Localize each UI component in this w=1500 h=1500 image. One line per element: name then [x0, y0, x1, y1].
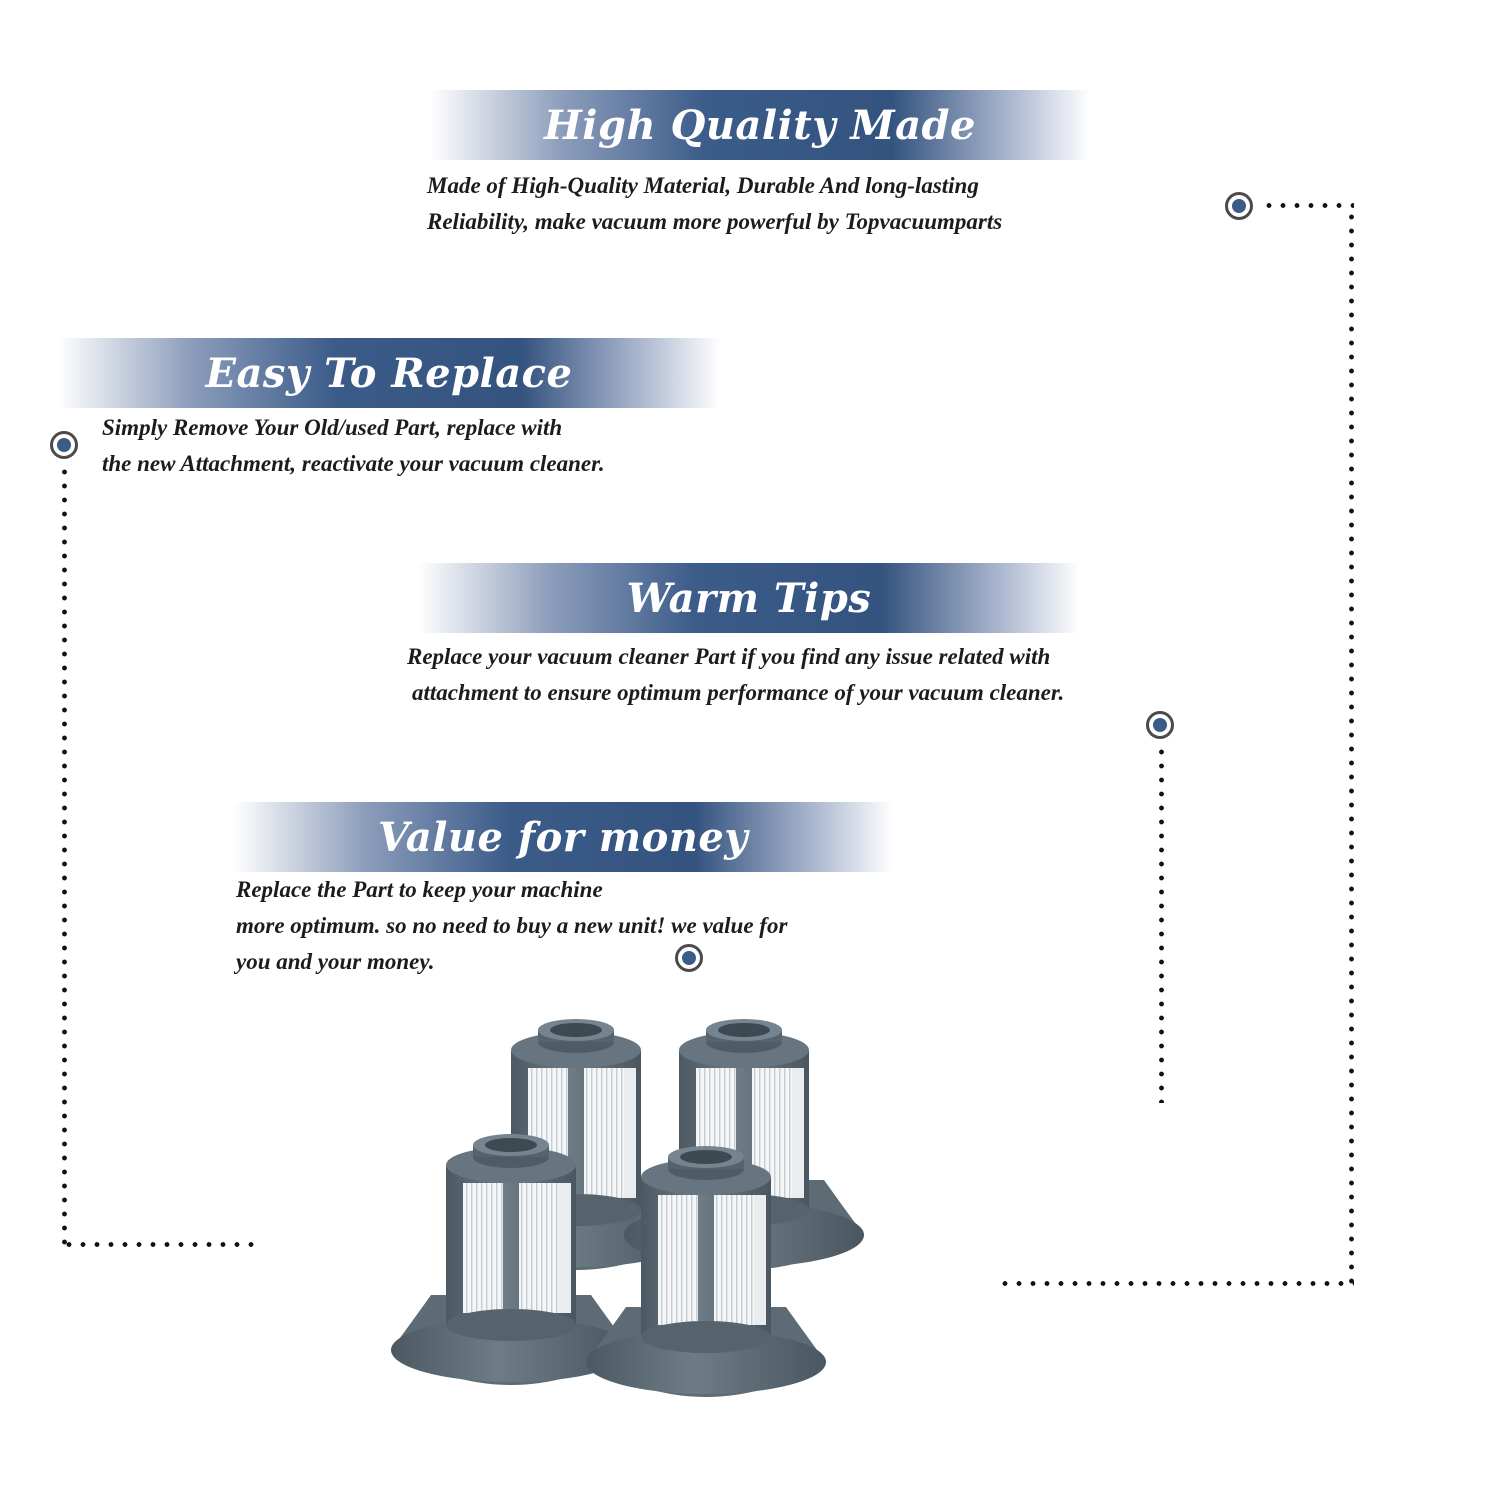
description-line: Replace your vacuum cleaner Part if you find any issue related with — [407, 644, 1051, 669]
dotted-connector — [1349, 210, 1354, 1288]
bullet-marker-icon — [1146, 711, 1174, 739]
banner-high-quality-made — [430, 90, 1090, 160]
bullet-marker-icon — [1225, 192, 1253, 220]
dotted-connector — [62, 465, 67, 1250]
description-line: Reliability, make vacuum more powerful by Topvacuumparts — [427, 209, 1003, 234]
banner-easy-to-replace — [58, 338, 720, 408]
description-line: more optimum. so no need to buy a new unit! we value for — [236, 913, 788, 938]
description-line: Replace the Part to keep your machine — [236, 877, 603, 902]
description-line: Made of High-Quality Material, Durable And long-lasting — [427, 173, 979, 198]
dotted-connector — [1159, 745, 1164, 1103]
section-description — [407, 639, 1064, 711]
section-title: High Quality Made — [544, 101, 976, 149]
section-title: Value for money — [377, 813, 749, 861]
vacuum-filter-product-image — [376, 995, 876, 1405]
dotted-connector — [1262, 203, 1354, 208]
banner-warm-tips — [418, 563, 1080, 633]
description-line: attachment to ensure optimum performance of your vacuum cleaner. — [412, 680, 1065, 705]
dotted-connector — [62, 1242, 262, 1247]
section-title: Warm Tips — [626, 574, 872, 622]
banner-value-for-money — [233, 802, 893, 872]
section-title: Easy To Replace — [205, 349, 573, 397]
description-line: Simply Remove Your Old/used Part, replace with — [102, 415, 563, 440]
section-description — [102, 410, 605, 482]
description-line: the new Attachment, reactivate your vacuum cleaner. — [102, 451, 605, 476]
description-line: you and your money. — [236, 949, 435, 974]
dotted-connector — [998, 1281, 1354, 1286]
bullet-marker-icon — [675, 944, 703, 972]
section-description — [427, 168, 1002, 240]
section-description — [236, 872, 787, 980]
bullet-marker-icon — [50, 431, 78, 459]
